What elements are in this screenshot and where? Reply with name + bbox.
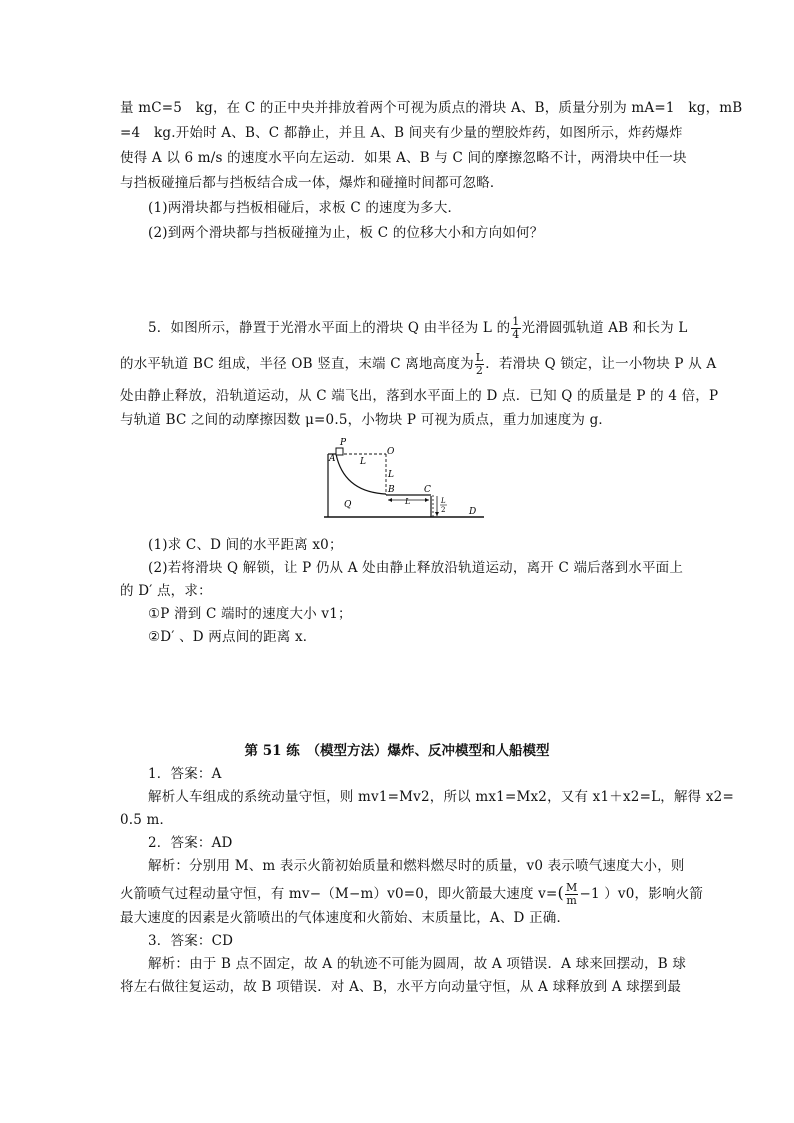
answer-1: 1．答案：A — [148, 766, 222, 782]
answer-2: 2．答案：AD — [148, 835, 233, 851]
label-c: C — [424, 485, 431, 495]
q5-line2-text-end: ．若滑块 Q 锁定，让一小物块 P 从 A — [485, 356, 717, 372]
answer-2-explanation-1: 解析：分别用 M、m 表示火箭初始质量和燃料燃尽时的质量，v0 表示喷气速度大小，则 — [148, 858, 685, 874]
mass-ratio-fraction: $\frac{M}{m}$ — [565, 881, 578, 907]
answer-3: 3．答案：CD — [148, 933, 234, 949]
answer-2-exp2-text-end: −1 ）v0，影响火箭 — [579, 886, 704, 902]
q5-sub-2c: ①P 滑到 C 端时的速度大小 v1； — [148, 606, 352, 622]
arrowhead-left — [388, 498, 392, 502]
label-l-vertical: L — [388, 470, 394, 480]
answer-1-explanation-2: 0.5 m． — [120, 812, 174, 828]
q5-sub-2b: 的 D′ 点，求： — [120, 583, 212, 599]
label-p: P — [340, 438, 347, 448]
answer-2-explanation-2 — [120, 880, 704, 907]
q5-line-2 — [120, 351, 717, 377]
label-half-den: 2 — [441, 506, 446, 514]
answer-1-explanation-1: 解析人车组成的系统动量守恒，则 mv1=Mv2，所以 mx1=Mx2，又有 x1＋x2=L，解得 x2= — [148, 789, 734, 805]
answer-3-explanation-2: 将左右做往复运动，故 B 项错误．对 A、B，水平方向动量守恒，从 A 球释放到 A 球摆到最 — [120, 979, 682, 995]
block-p — [336, 448, 343, 455]
height-arrowhead — [435, 512, 439, 516]
q5-line-3: 处由静止释放，沿轨道运动，从 C 端飞出，落到水平面上的 D 点．已知 Q 的质量是 P 的 4 倍，P — [120, 388, 719, 404]
label-half-num: L — [441, 497, 446, 505]
q4-sub-2: (2)到两个滑块都与挡板碰撞为止，板 C 的位移大小和方向如何？ — [148, 225, 544, 241]
q5-sub-2a: (2)若将滑块 Q 解锁，让 P 仍从 A 处由静止释放沿轨道运动，离开 C 端后落到水平面上 — [148, 560, 684, 576]
q4-sub-1: (1)两滑块都与挡板相碰后，求板 C 的速度为多大． — [148, 200, 462, 216]
answer-2-exp2-text: 火箭喷气过程动量守恒，有 mv−（M−m）v0=0，即火箭最大速度 v= — [120, 886, 558, 902]
track-diagram — [318, 434, 488, 526]
q5-sub-1: (1)求 C、D 间的水平距离 x0； — [148, 537, 343, 553]
label-d: D — [469, 507, 477, 517]
label-a: A — [329, 454, 336, 464]
label-b: B — [388, 485, 395, 495]
q5-line-1 — [148, 316, 704, 341]
answer-2-explanation-3: 最大速度的因素是火箭喷出的气体速度和火箭始、末质量比，A、D 正确． — [120, 910, 571, 926]
arrowhead-right — [425, 498, 429, 502]
paren-open: ( — [557, 883, 564, 902]
q5-sub-2d: ②D′ 、D 两点间的距离 x． — [148, 629, 317, 645]
q5-line2-text: 的水平轨道 BC 组成，半径 OB 竖直，末端 C 离地高度为 — [120, 356, 474, 372]
q4-line-4: 与挡板碰撞后都与挡板结合成一体，爆炸和碰撞时间都可忽略． — [120, 175, 504, 191]
q4-line-2: =4 kg.开始时 A、B、C 都静止，并且 A、B 间夹有少量的塑胶炸药，如图所示，炸药爆炸 — [120, 125, 683, 141]
label-o: O — [387, 447, 395, 457]
half-l-fraction: $\frac{L}{2}$ — [475, 351, 484, 377]
label-q: Q — [344, 500, 352, 510]
q4-line-1: 量 mC=5 kg，在 C 的正中央并排放着两个可视为质点的滑块 A、B，质量分别为 mA=1 kg，mB — [120, 100, 743, 116]
section-title: 第 51 练 （模型方法）爆炸、反冲模型和人船模型 — [244, 743, 550, 759]
label-l-radius: L — [360, 457, 366, 467]
q4-line-3: 使得 A 以 6 m/s 的速度水平向左运动．如果 A、B 与 C 间的摩擦忽略不计，两滑块中任一块 — [120, 150, 687, 166]
label-l-bc: L — [405, 497, 411, 506]
q5-line1-text-end: 光滑圆弧轨道 AB 和长为 L — [521, 320, 688, 336]
q5-line1-text: 5．如图所示，静置于光滑水平面上的滑块 Q 由半径为 L 的 — [148, 320, 511, 336]
q5-line-4: 与轨道 BC 之间的动摩擦因数 μ=0.5，小物块 P 可视为质点，重力加速度为 g． — [120, 412, 613, 428]
quarter-fraction: $\frac{1}{4}$ — [512, 315, 520, 341]
answer-3-explanation-1: 解析：由于 B 点不固定，故 A 的轨迹不可能为圆周，故 A 项错误．A 球来回摆动，B 球 — [148, 956, 687, 972]
